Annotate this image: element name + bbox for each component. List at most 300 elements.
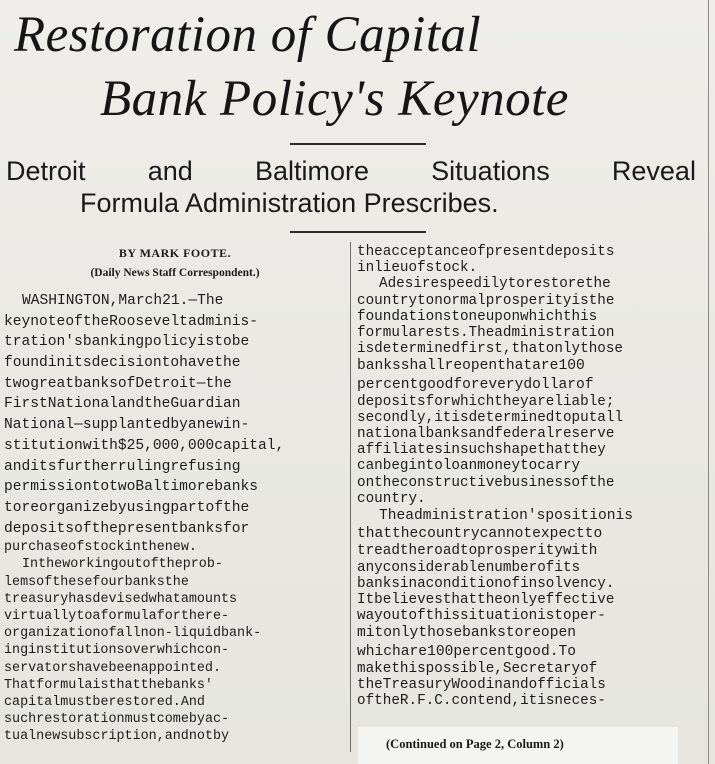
article-word: to xyxy=(91,479,110,496)
article-word: stock xyxy=(84,540,125,556)
article-word: servators xyxy=(4,660,77,676)
article-line xyxy=(357,560,702,576)
article-word: determined xyxy=(374,341,460,358)
article-word: devised xyxy=(92,591,149,607)
article-word: a xyxy=(417,575,426,592)
article-word: subscription, xyxy=(60,729,165,745)
article-word: that xyxy=(497,358,533,375)
article-word: are xyxy=(532,358,559,375)
article-word: and xyxy=(468,426,495,443)
article-line xyxy=(357,341,702,357)
article-word: R. xyxy=(399,693,418,710)
article-word: to xyxy=(161,355,180,372)
article-word: foundation xyxy=(357,308,443,325)
article-word: of xyxy=(74,520,92,537)
article-line xyxy=(4,556,344,573)
article-word: position xyxy=(545,508,616,524)
article-word: is xyxy=(451,409,469,426)
article-word: any xyxy=(357,559,383,576)
article-word: to xyxy=(507,276,525,293)
article-word: banks xyxy=(74,375,118,392)
article-word: of xyxy=(537,559,555,576)
article-word: it xyxy=(434,409,452,426)
article-word: not xyxy=(188,729,213,745)
article-word: restore xyxy=(524,276,585,293)
article-word: deposits xyxy=(357,393,426,410)
article-word: formula xyxy=(100,609,157,624)
article-word: they xyxy=(494,393,529,410)
article-word: make xyxy=(357,660,392,677)
article-word: liable; xyxy=(554,393,615,410)
article-word: stone xyxy=(442,308,486,325)
article-word: and xyxy=(4,458,31,475)
article-word: the xyxy=(399,543,426,560)
article-word: cent xyxy=(479,643,515,660)
article-word: dollar xyxy=(523,376,576,393)
article-word: institutions xyxy=(28,643,125,659)
article-word: of xyxy=(571,474,589,491)
article-word: it xyxy=(520,693,538,710)
article-word: out xyxy=(118,557,143,573)
article-word: expect xyxy=(532,526,585,543)
article-word: tual xyxy=(4,729,37,745)
headline-rule xyxy=(290,143,426,145)
article-word: of xyxy=(205,499,223,516)
article-word: what xyxy=(148,591,181,607)
article-word: such xyxy=(459,442,495,459)
article-word: and xyxy=(502,676,529,693)
article-word: to xyxy=(4,499,22,516)
article-word: treasury xyxy=(4,591,69,607)
article-word: of xyxy=(142,557,159,573)
article-word: the xyxy=(357,244,383,260)
article-word: of xyxy=(468,244,486,260)
article-word: administration's xyxy=(405,508,546,524)
article-word: Baltimore xyxy=(135,479,215,496)
article-line xyxy=(4,728,344,745)
article-word: the xyxy=(477,591,503,608)
article-word: officials xyxy=(528,676,606,693)
article-line xyxy=(4,353,344,374)
headline-line-1: Restoration of Capital xyxy=(14,7,482,63)
article-word: Woodin xyxy=(451,676,503,693)
article-line xyxy=(4,711,344,728)
article-line xyxy=(357,543,702,559)
article-word: which xyxy=(156,643,197,659)
article-word: for xyxy=(425,393,452,410)
article-line xyxy=(357,293,702,309)
subheadline-word: Baltimore xyxy=(254,156,369,186)
article-word: To xyxy=(558,643,576,660)
article-word: part xyxy=(170,499,206,516)
article-word: those xyxy=(580,341,624,358)
article-word: of xyxy=(408,260,426,277)
article-word: restoration xyxy=(36,712,125,728)
article-word: per- xyxy=(571,608,606,625)
article-word: the xyxy=(140,677,165,693)
article-word: neces- xyxy=(554,693,606,710)
article-word: tread xyxy=(357,543,400,560)
article-line xyxy=(4,291,344,312)
article-word: all xyxy=(597,409,624,426)
article-word: present xyxy=(117,520,180,537)
article-line xyxy=(357,309,702,325)
article-word: further xyxy=(56,458,118,475)
article-word: banks xyxy=(124,574,165,590)
article-word: all xyxy=(116,626,141,642)
article-word: is xyxy=(537,693,555,710)
article-word: of xyxy=(580,660,598,677)
article-line xyxy=(357,643,702,661)
article-word: this xyxy=(562,308,598,325)
article-word: in- xyxy=(222,417,250,434)
article-line xyxy=(4,574,344,591)
article-word: effective xyxy=(537,591,615,608)
article-word: deposits xyxy=(4,520,75,537)
article-word: desire xyxy=(387,276,440,293)
article-word: only xyxy=(383,625,419,642)
article-word: two xyxy=(109,479,136,496)
article-line xyxy=(4,642,344,659)
article-line xyxy=(357,376,702,394)
article-word: the xyxy=(392,526,419,543)
article-word: the xyxy=(140,540,165,556)
article-word: been xyxy=(108,660,141,676)
article-line xyxy=(357,693,702,709)
subheadline-line-1 xyxy=(6,156,696,187)
article-word: which xyxy=(357,643,401,660)
article-word: refusing xyxy=(170,458,241,475)
article-word: of xyxy=(502,575,521,592)
article-word: keynote xyxy=(4,313,66,330)
article-word: determined xyxy=(468,409,555,426)
article-word: to xyxy=(554,409,572,426)
article-line xyxy=(4,477,344,498)
article-word: the xyxy=(222,499,250,516)
article-word: by xyxy=(188,712,205,728)
article-word: restored. xyxy=(108,694,181,710)
article-word: have xyxy=(179,355,215,372)
article-word: constructive xyxy=(399,474,503,491)
article-word: 100 xyxy=(558,358,585,375)
article-word: its xyxy=(30,458,57,475)
article-word: deposits xyxy=(545,244,615,260)
article-word: this xyxy=(391,660,426,677)
article-word: reopen xyxy=(523,625,576,642)
article-line xyxy=(4,436,344,457)
article-word: capital, xyxy=(214,437,285,454)
article-word: $25,000,000 xyxy=(117,437,215,454)
article-word: administration xyxy=(494,324,615,341)
article-word: First xyxy=(4,396,48,413)
article-word: of xyxy=(357,693,375,710)
article-word: good xyxy=(418,376,454,393)
article-word: with xyxy=(82,437,118,454)
article-word: the xyxy=(357,676,383,693)
subheadline-word: Reveal xyxy=(611,156,696,186)
article-word: to xyxy=(425,458,443,475)
article-word: in xyxy=(124,540,141,556)
article-word: present xyxy=(485,244,546,260)
article-word: Detroit—the xyxy=(135,375,232,392)
article-word: stock. xyxy=(425,260,478,277)
article-word: new. xyxy=(164,540,197,556)
article-word: banks xyxy=(425,426,469,443)
article-word: the xyxy=(164,574,189,590)
article-word: a xyxy=(92,609,101,624)
article-line xyxy=(4,519,344,540)
article-word: of xyxy=(36,574,53,590)
article-word: every xyxy=(479,376,524,393)
article-word: must xyxy=(124,712,157,728)
article-word: by xyxy=(212,729,230,745)
article-word: in xyxy=(399,575,418,592)
article-word: in xyxy=(442,442,460,459)
article-line xyxy=(4,591,344,608)
article-line xyxy=(357,394,702,410)
article-word: is xyxy=(196,334,215,351)
article-word: business xyxy=(502,474,572,491)
article-word: begin xyxy=(382,458,426,475)
article-word: capital xyxy=(4,694,61,710)
article-word: virtually xyxy=(4,609,77,624)
headline-line-2: Bank Policy's Keynote xyxy=(100,71,569,127)
article-word: road xyxy=(425,543,460,560)
article-word: permission xyxy=(4,479,92,496)
article-word: The xyxy=(468,324,495,341)
article-word: the xyxy=(588,292,615,309)
continuation-notice: (Continued on Page 2, Column 2) xyxy=(386,737,564,751)
article-word: by xyxy=(170,417,188,434)
article-word: national xyxy=(357,426,426,443)
article-word: reopen xyxy=(444,358,498,375)
article-word: Guardian xyxy=(170,396,241,413)
article-word: per xyxy=(453,643,480,660)
subheadline-word: and xyxy=(147,156,193,186)
article-line xyxy=(4,660,344,677)
article-word: over xyxy=(124,643,157,659)
article-word: It xyxy=(357,591,375,608)
article-word: decision xyxy=(91,355,162,372)
subheadline-word: Detroit xyxy=(6,156,86,186)
article-word: 21.—The xyxy=(162,293,224,309)
article-line xyxy=(4,677,344,694)
article-word: ing xyxy=(4,643,29,659)
article-word: And xyxy=(180,694,205,710)
article-word: has xyxy=(68,591,93,607)
article-word: way xyxy=(357,608,383,625)
article-line xyxy=(4,625,344,642)
subheadline-word: Situations xyxy=(431,156,550,186)
article-line xyxy=(357,458,702,474)
article-word: cannot xyxy=(479,526,533,543)
article-word: great xyxy=(30,375,75,392)
article-word: is xyxy=(537,608,555,625)
article-word: lems xyxy=(4,574,37,590)
subheadline-rule xyxy=(290,231,426,233)
article-word: organization xyxy=(4,626,101,642)
article-word: new xyxy=(196,417,223,434)
article-line xyxy=(357,410,702,426)
article-word: only xyxy=(545,341,581,358)
article-word: of xyxy=(68,540,85,556)
article-word: the xyxy=(214,355,241,372)
article-line xyxy=(4,694,344,711)
article-word: prob- xyxy=(182,557,223,573)
article-line xyxy=(357,260,702,276)
article-word: that xyxy=(108,677,141,693)
article-word: with xyxy=(562,543,598,560)
article-word: normal xyxy=(434,292,486,309)
article-word: formula xyxy=(36,677,93,693)
article-word: Treasury xyxy=(382,676,452,693)
article-word: banks xyxy=(214,479,258,496)
article-word: to xyxy=(505,625,524,642)
article-word: banks' xyxy=(164,677,213,693)
article-word: is xyxy=(571,292,589,309)
article-word: speedily xyxy=(439,276,508,293)
article-word: country xyxy=(357,292,418,309)
article-word: con- xyxy=(196,643,230,659)
article-word: tration's xyxy=(4,334,83,351)
article-word: two xyxy=(4,375,31,392)
article-line: country. xyxy=(357,490,426,507)
article-word: F. xyxy=(417,693,435,710)
article-word: upon xyxy=(485,308,521,325)
article-line xyxy=(4,415,344,436)
article-word: Roosevelt xyxy=(109,313,188,330)
article-word: the xyxy=(588,474,615,491)
article-line xyxy=(4,394,344,415)
article-word: condition xyxy=(425,575,503,592)
article-line xyxy=(357,576,702,592)
article-word: only xyxy=(502,591,538,608)
column-divider xyxy=(350,242,351,752)
article-word: March xyxy=(118,293,163,309)
article-word: to xyxy=(520,458,538,475)
article-word: the xyxy=(374,474,400,491)
article-word: believes xyxy=(374,591,443,608)
article-word: be xyxy=(92,694,109,710)
article-line xyxy=(357,357,702,375)
article-word: possible, xyxy=(425,660,503,677)
article-line xyxy=(357,525,702,543)
article-word: rests. xyxy=(417,324,469,341)
article-word: the xyxy=(82,313,110,330)
article-word: National xyxy=(47,396,118,413)
article-word: on xyxy=(357,474,375,491)
article-word: The xyxy=(379,508,406,524)
article-word: working xyxy=(62,557,119,573)
article-line xyxy=(357,592,702,608)
article-line xyxy=(4,608,344,625)
article-word: have xyxy=(76,660,109,676)
article-word: the xyxy=(91,520,118,537)
article-word: National—supplanted xyxy=(4,417,171,434)
article-word: stitution xyxy=(4,437,83,454)
article-line xyxy=(4,539,344,556)
article-word: contend, xyxy=(451,693,521,710)
article-word: prosperity xyxy=(485,292,572,309)
article-word: can xyxy=(357,458,383,475)
article-word: per xyxy=(357,376,384,393)
article-word: A xyxy=(379,276,388,293)
article-word: cent xyxy=(383,376,419,393)
article-word: good. xyxy=(514,643,559,660)
article-word: of xyxy=(408,608,426,625)
article-word: 100 xyxy=(427,643,454,660)
article-line xyxy=(357,507,702,525)
article-word: carry xyxy=(537,458,581,475)
article-word: for xyxy=(156,609,181,624)
article-word: adminis- xyxy=(187,313,258,330)
article-word: must xyxy=(60,694,93,710)
article-word: banks xyxy=(462,625,506,642)
article-word: policy xyxy=(144,334,197,351)
article-line xyxy=(4,332,344,353)
article-word: the xyxy=(180,609,205,624)
article-word: to xyxy=(584,526,603,543)
article-word: of xyxy=(575,376,594,393)
article-word: to xyxy=(214,334,232,351)
article-word: in xyxy=(357,260,375,277)
article-word: WASHINGTON, xyxy=(22,293,119,309)
article-line xyxy=(357,475,702,491)
article-line xyxy=(4,374,344,395)
article-word: the xyxy=(374,693,400,710)
article-word: re- xyxy=(204,609,230,624)
article-word: banks xyxy=(357,358,401,375)
article-word: reorganize xyxy=(21,499,110,516)
article-word: that xyxy=(357,526,393,543)
article-word: out xyxy=(382,608,409,625)
article-word: are xyxy=(528,393,555,410)
article-word: that xyxy=(442,591,478,608)
article-word: money xyxy=(477,458,521,475)
article-word: is xyxy=(615,508,633,524)
article-line xyxy=(357,244,702,260)
article-word: Secretary xyxy=(502,660,581,677)
article-word: loan xyxy=(442,458,478,475)
article-word: first, xyxy=(459,341,512,358)
continuation-notice-box xyxy=(358,727,678,764)
article-word: the xyxy=(158,557,183,573)
article-line xyxy=(4,498,344,519)
article-word: which xyxy=(451,393,495,410)
article-word: to xyxy=(417,292,435,309)
article-word: insolvency. xyxy=(520,575,615,592)
article-word: number xyxy=(485,559,538,576)
article-word: is xyxy=(92,677,109,693)
article-word: mit xyxy=(357,625,384,642)
page-edge xyxy=(708,0,709,764)
article-word: such xyxy=(4,712,37,728)
article-word: in xyxy=(47,355,66,372)
article-word: new xyxy=(36,729,61,745)
article-word: a xyxy=(187,417,197,434)
article-word: and xyxy=(117,396,145,413)
article-line xyxy=(357,661,702,677)
article-word: these xyxy=(52,574,93,590)
article-word: banks xyxy=(357,575,400,592)
article-word: C. xyxy=(434,693,452,710)
article-word: ruling xyxy=(117,458,171,475)
article-word: put xyxy=(571,409,598,426)
article-line xyxy=(357,276,702,292)
article-line xyxy=(357,624,702,642)
article-word: for xyxy=(453,376,480,393)
article-word: lieu xyxy=(374,260,409,277)
